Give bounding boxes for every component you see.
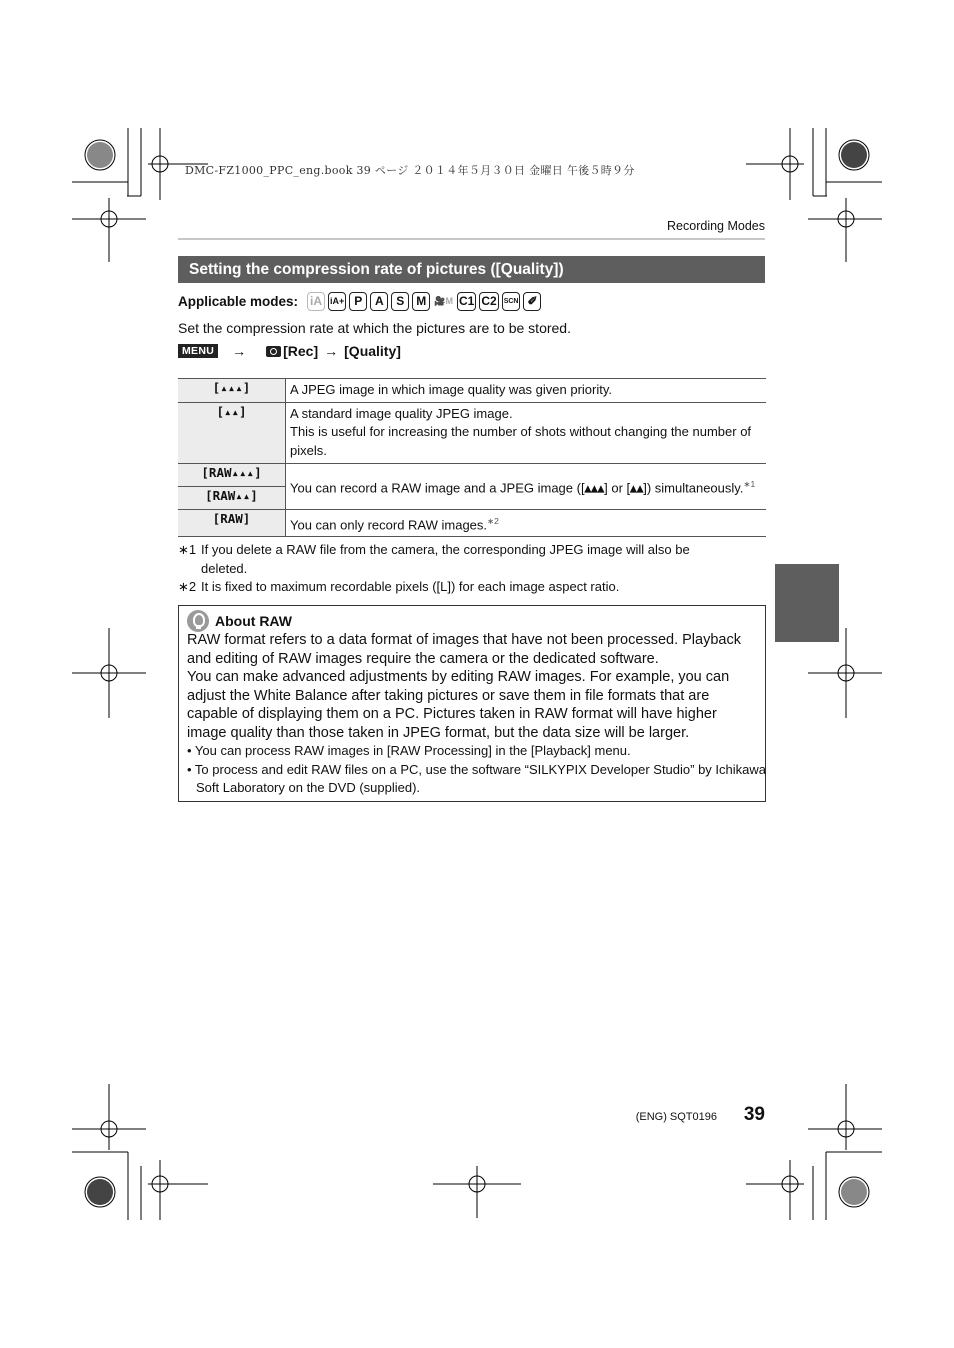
footnote-mark: ∗2: [178, 579, 197, 594]
footer-code: (ENG) SQT0196: [635, 1111, 717, 1123]
footnote-2: ∗2 It is fixed to maximum recordable pixels ([L]) for each image aspect ratio.: [178, 578, 748, 597]
quality-raw-icon: [RAW]: [178, 509, 286, 537]
footnote-ref: ∗2: [487, 515, 499, 526]
intelligent-auto-plus-icon: iA+: [328, 292, 346, 311]
custom2-icon: C2: [479, 292, 498, 311]
quality-standard-icon: [▴▴]: [178, 402, 286, 463]
menu-rec: [Rec]: [283, 343, 319, 359]
camera-icon: [266, 346, 281, 357]
footnote-mark: ∗1: [178, 542, 197, 557]
creative-control-icon: ✐: [523, 292, 541, 311]
creative-video-icon: 🎥M: [434, 295, 453, 306]
quality-raw-fine-icon: [RAW▴▴▴]: [178, 463, 286, 486]
quality-fine-icon: ▴▴▴: [584, 479, 605, 495]
table-row: [178, 379, 766, 403]
about-bullet: • You can process RAW images in [RAW Processing] in the [Playback] menu.: [187, 743, 631, 758]
page-number: 39: [743, 1104, 765, 1125]
intelligent-auto-icon: iA: [307, 292, 325, 311]
table-cell: You can record a RAW image and a JPEG image ([▴▴▴] or [▴▴]) simultaneously.$^{∗1}$: [286, 463, 767, 509]
menu-path: [178, 343, 401, 359]
arrow: →: [324, 343, 339, 359]
menu-quality: [Quality]: [344, 343, 401, 359]
intro-text: Set the compression rate at which the pictures are to be stored.: [178, 320, 571, 336]
chapter-tab: [775, 564, 839, 642]
about-raw-heading: About RAW: [187, 611, 765, 631]
table-row: [178, 509, 766, 537]
lightbulb-icon: [187, 610, 209, 632]
quality-fine-icon: [▴▴▴]: [178, 379, 286, 403]
table-cell: [286, 402, 767, 463]
applicable-modes: [178, 290, 541, 312]
manual-mode-icon: M: [412, 292, 430, 311]
table-row: [178, 402, 766, 463]
program-mode-icon: P: [349, 292, 367, 311]
table-row: [178, 463, 766, 486]
header-rule: [178, 238, 765, 240]
about-paragraph: You can make advanced adjustments by editing RAW images. For example, you can adjust the White Balance after taking pictures or save them in file formats that are capable of displaying them on a PC. Pictures taken in RAW format will have higher image quality than those taken in JPEG format, but the data size will be larger.: [187, 669, 730, 741]
table-cell-line: This is useful for increasing the number of shots without changing the number of pixels.: [290, 424, 752, 458]
table-cell-line: A standard image quality JPEG image.: [290, 405, 513, 421]
menu-key-icon: MENU: [178, 344, 218, 358]
print-header: DMC-FZ1000_PPC_eng.book 39 ページ ２０１４年５月３０日 金曜日 午後５時９分: [185, 164, 635, 177]
aperture-mode-icon: A: [370, 292, 388, 311]
about-bullet: • To process and edit RAW files on a PC, use the software “SILKYPIX Developer Studio” by Ichikawa Soft Laboratory on the DVD (supplied).: [187, 761, 766, 795]
table-cell: A JPEG image in which image quality was given priority.: [286, 379, 767, 403]
footnote-ref: ∗1: [743, 478, 756, 489]
arrow: →: [232, 343, 247, 359]
quality-table: [178, 378, 766, 537]
footnote-1: ∗1 If you delete a RAW file from the camera, the corresponding JPEG image will also be deleted.: [178, 542, 690, 576]
section-title: Setting the compression rate of pictures ([Quality]): [178, 256, 765, 283]
about-paragraph: RAW format refers to a data format of images that have not been processed. Playback and editing of RAW images require the camera or the dedicated software.: [187, 632, 741, 667]
section-label: Recording Modes: [667, 219, 765, 233]
table-cell: You can only record RAW images.$^{∗2}$: [286, 509, 767, 537]
about-raw-box: [178, 605, 766, 802]
quality-standard-icon: ▴▴: [630, 479, 644, 495]
scene-mode-icon: SCN: [502, 292, 521, 311]
shutter-mode-icon: S: [391, 292, 409, 311]
custom1-icon: C1: [457, 292, 476, 311]
quality-raw-standard-icon: [RAW▴▴]: [178, 486, 286, 509]
applicable-modes-label: Applicable modes:: [178, 293, 299, 309]
